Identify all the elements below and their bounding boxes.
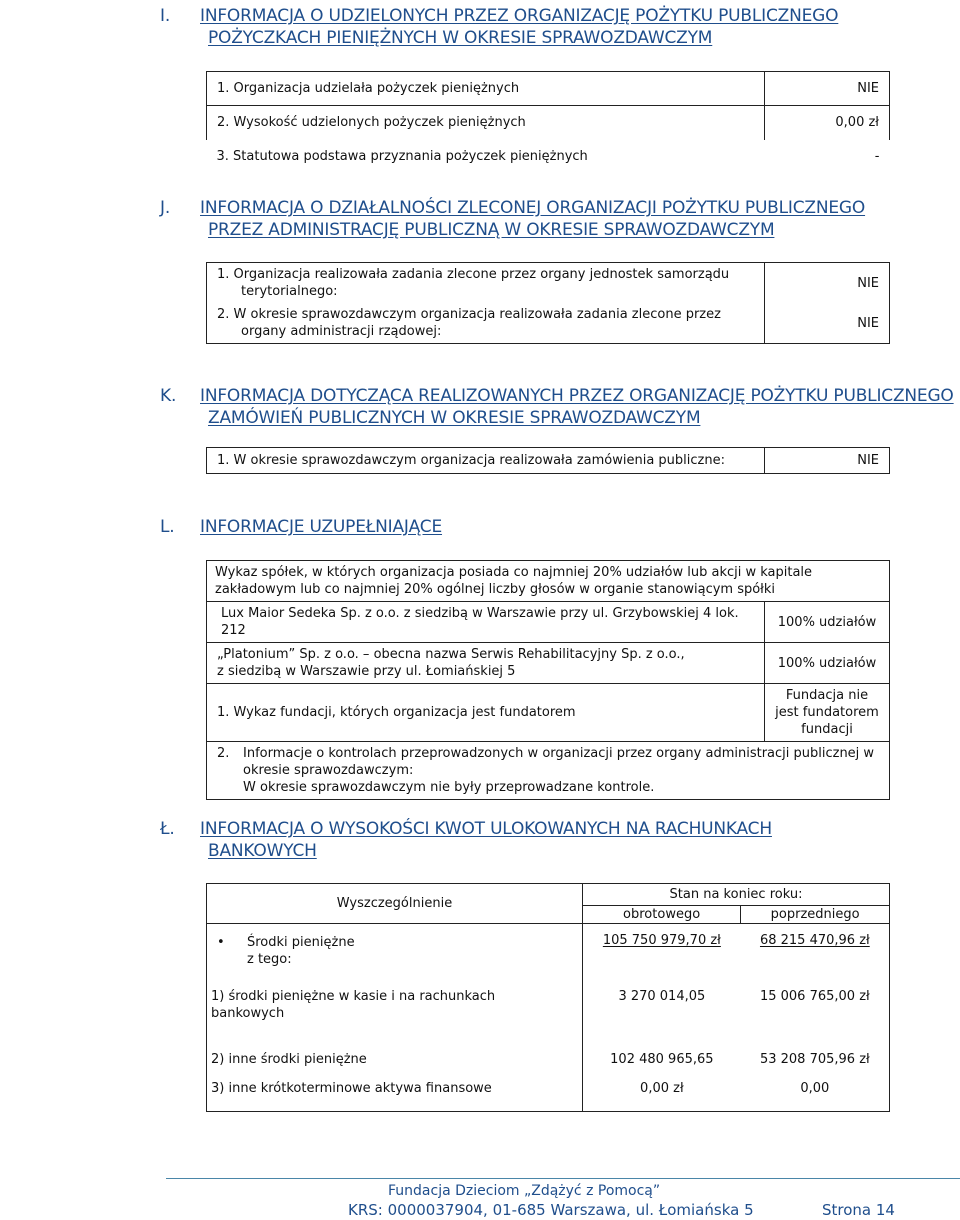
table-row: • Środki pieniężne z tego: 105 750 979,70 zł 68 215 470,96 zł [207, 924, 890, 978]
table-row: 3. Statutowa podstawa przyznania pożyczek pieniężnych - [216, 149, 880, 164]
supplementary-info-table [206, 560, 890, 800]
table-row: 1. W okresie sprawozdawczym organizacja realizowała zamówienia publiczne: NIE [207, 448, 890, 474]
table-row: 1. Organizacja udzielała pożyczek pieniężnych NIE [207, 72, 890, 106]
bullet-icon: • [217, 934, 225, 950]
section-k-heading: K. INFORMACJA DOTYCZĄCA REALIZOWANYCH PRZEZ ORGANIZACJĘ POŻYTKU PUBLICZNEGO ZAMÓWIEŃ PUBLICZNYCH W OKRESIE SPRAWOZDAWCZYM [160, 386, 954, 428]
footer-org: Fundacja Dzieciom „Zdążyć z Pomocą” [388, 1183, 661, 1199]
commissioned-tasks-table [206, 262, 890, 344]
table-row: 1. Wykaz fundacji, których organizacja jest fundatorem Fundacja nie jest fundatorem fundacji [207, 684, 890, 742]
section-j-heading: J. INFORMACJA O DZIAŁALNOŚCI ZLECONEJ ORGANIZACJI POŻYTKU PUBLICZNEGO PRZEZ ADMINISTRACJĘ PUBLICZNĄ W OKRESIE SPRAWOZDAWCZYM [160, 198, 866, 240]
table-row: Lux Maior Sedeka Sp. z o.o. z siedzibą w Warszawie przy ul. Grzybowskiej 4 lok. 212 100% udziałów [207, 602, 890, 643]
table-row: 2. Informacje o kontrolach przeprowadzonych w organizacji przez organy administracji publicznej w okresie sprawozdawczym: W okresie sprawozdawczym nie były przeprowadzane kontrole. [207, 742, 890, 800]
table-row: 3) inne krótkoterminowe aktywa finansowe 0,00 zł 0,00 [207, 1074, 890, 1112]
footer-divider [166, 1178, 960, 1179]
section-ll-heading: Ł. INFORMACJA O WYSOKOŚCI KWOT ULOKOWANYCH NA RACHUNKACH BANKOWYCH [160, 819, 772, 861]
table-row: 1. Organizacja realizowała zadania zlecone przez organy jednostek samorządu terytorialnego: NIE [207, 263, 890, 304]
table-row: obrotowego poprzedniego [207, 906, 890, 924]
table-row: Wyszczególnienie Stan na koniec roku: [207, 884, 890, 906]
table-row: 2. Wysokość udzielonych pożyczek pieniężnych 0,00 zł [207, 106, 890, 140]
footer-address: KRS: 0000037904, 01-685 Warszawa, ul. Łomiańska 5 [348, 1201, 754, 1219]
table-row: Wykaz spółek, w których organizacja posiada co najmniej 20% udziałów lub akcji w kapitale zakładowym lub co najmniej 20% ogólnej liczby głosów w organie stanowiącym spółki [207, 561, 890, 602]
table-row: 2. W okresie sprawozdawczym organizacja realizowała zadania zlecone przez organy administracji rządowej: NIE [207, 303, 890, 344]
section-l-heading: L. INFORMACJE UZUPEŁNIAJĄCE [160, 517, 443, 537]
loans-table [206, 71, 890, 174]
section-i-heading: I. INFORMACJA O UDZIELONYCH PRZEZ ORGANIZACJĘ POŻYTKU PUBLICZNEGO POŻYCZKACH PIENIĘŻNYCH W OKRESIE SPRAWOZDAWCZYM [160, 6, 839, 48]
table-row: „Platonium” Sp. z o.o. – obecna nazwa Serwis Rehabilitacyjny Sp. z o.o., z siedzibą w Warszawie przy ul. Łomiańskiej 5 100% udziałów [207, 643, 890, 684]
table-row: 1) środki pieniężne w kasie i na rachunkach bankowych 3 270 014,05 15 006 765,00 zł [207, 978, 890, 1028]
bank-funds-table [206, 883, 890, 1112]
public-procurement-table [206, 447, 890, 474]
footer-page-number: Strona 14 [822, 1201, 895, 1219]
table-row: 2) inne środki pieniężne 102 480 965,65 53 208 705,96 zł [207, 1028, 890, 1074]
